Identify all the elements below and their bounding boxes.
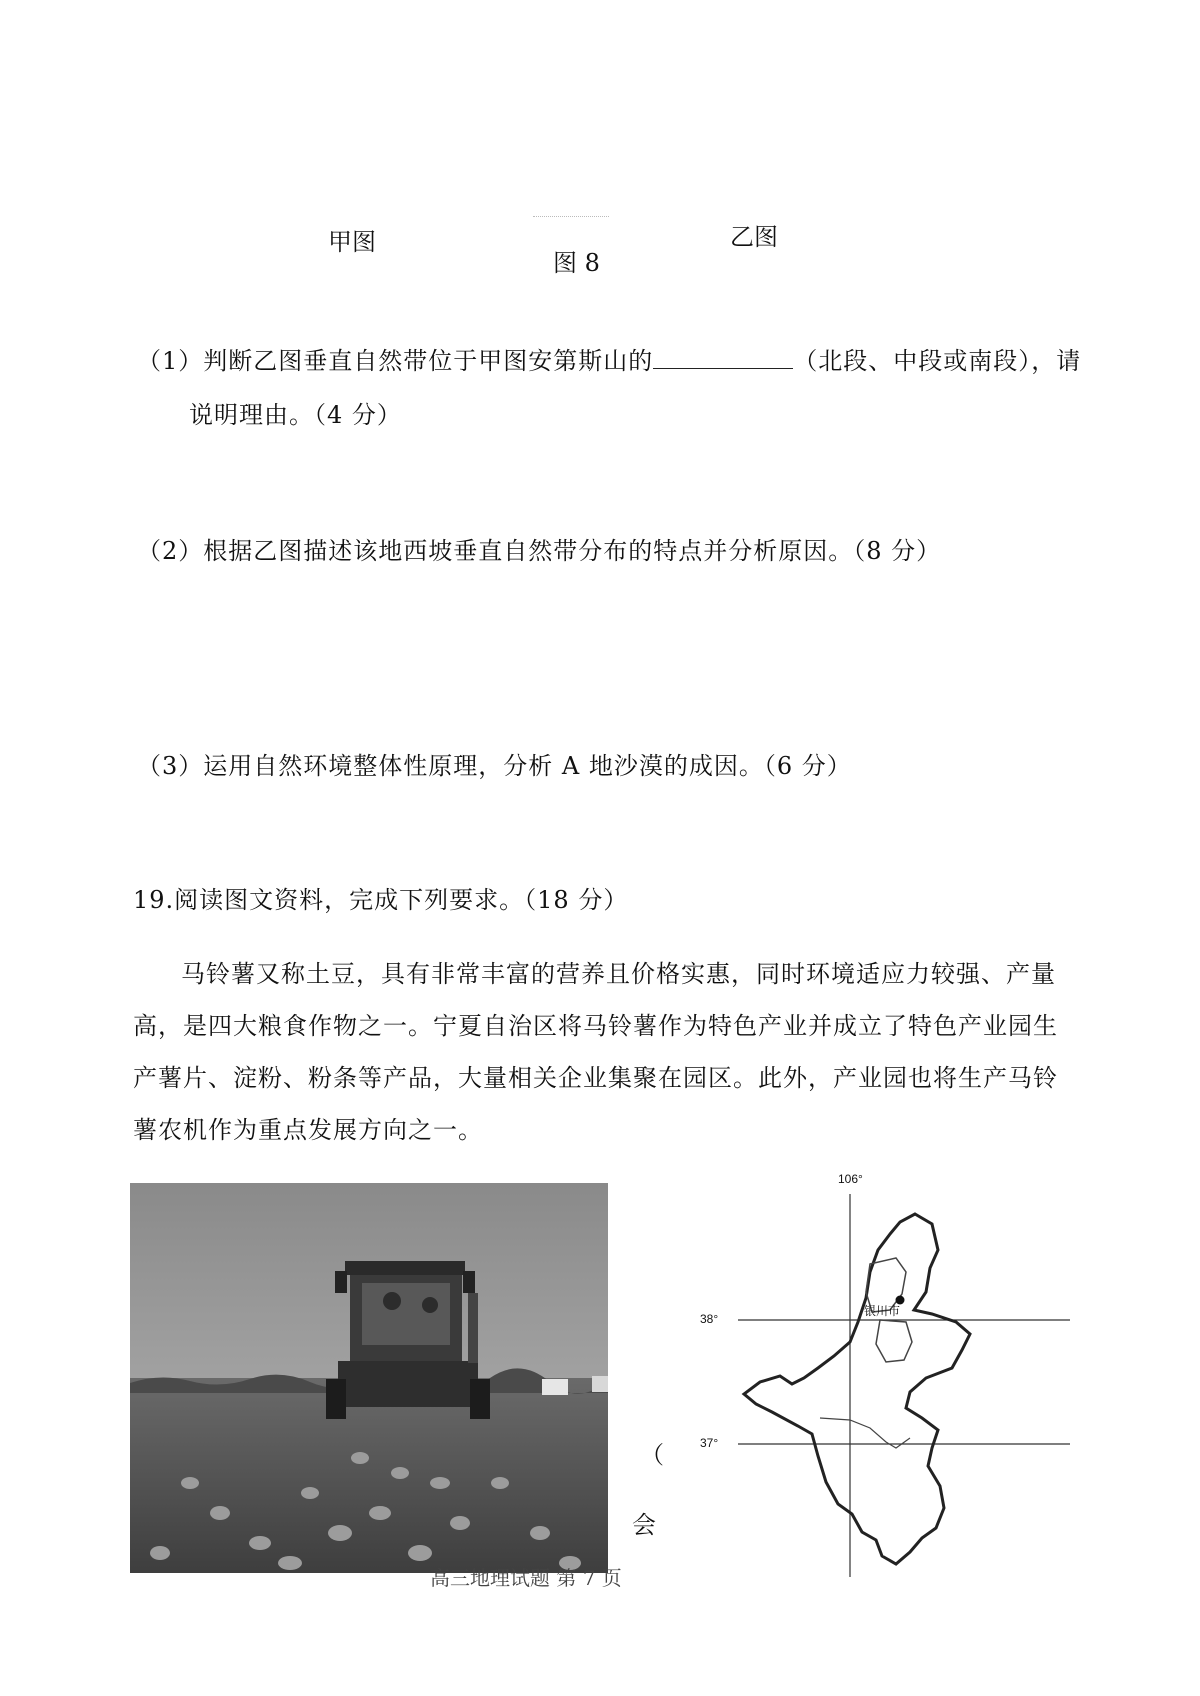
- dotted-divider: [533, 216, 609, 217]
- ningxia-map: [700, 1172, 1080, 1582]
- question-19-paragraph: 马铃薯又称土豆，具有非常丰富的营养且价格实惠，同时环境适应力较强、产量高，是四大粮食作物之一。宁夏自治区将马铃薯作为特色产业并成立了特色产业园生产薯片、淀粉、粉条等产品，大量相关企业集聚在园区。此外，产业园也将生产马铃薯农机作为重点发展方向之一。: [133, 960, 1058, 1144]
- potato-harvester-photo: [130, 1183, 608, 1573]
- figure-caption: 图 8: [553, 249, 600, 277]
- longitude-106-label: 106°: [838, 1172, 863, 1186]
- figure-left-label: 甲图: [328, 228, 376, 256]
- yinchuan-label: 银川市: [864, 1304, 901, 1318]
- question-1-line2: 说明理由。（4 分）: [189, 401, 402, 429]
- page-footer: 高三地理试题 第 7 页: [430, 1566, 622, 1590]
- question-2: （2）根据乙图描述该地西坡垂直自然带分布的特点并分析原因。（8 分）: [137, 537, 942, 565]
- latitude-37-label: 37°: [700, 1436, 719, 1450]
- figure-right-label: 乙图: [730, 223, 778, 251]
- ningxia-outline: [744, 1214, 970, 1564]
- latitude-38-label: 38°: [700, 1312, 719, 1326]
- question-1-suffix: （北段、中段或南段），请: [793, 347, 1082, 375]
- question-1: [137, 341, 1081, 376]
- question-3: （3）运用自然环境整体性原理，分析 A 地沙漠的成因。（6 分）: [137, 752, 852, 780]
- question-19-heading: 19.阅读图文资料，完成下列要求。（18 分）: [133, 886, 629, 914]
- stray-hui: 会: [632, 1511, 656, 1539]
- answer-blank[interactable]: [653, 346, 793, 369]
- question-1-prefix: （1）判断乙图垂直自然带位于甲图安第斯山的: [137, 347, 654, 375]
- stray-paren: （: [640, 1441, 664, 1469]
